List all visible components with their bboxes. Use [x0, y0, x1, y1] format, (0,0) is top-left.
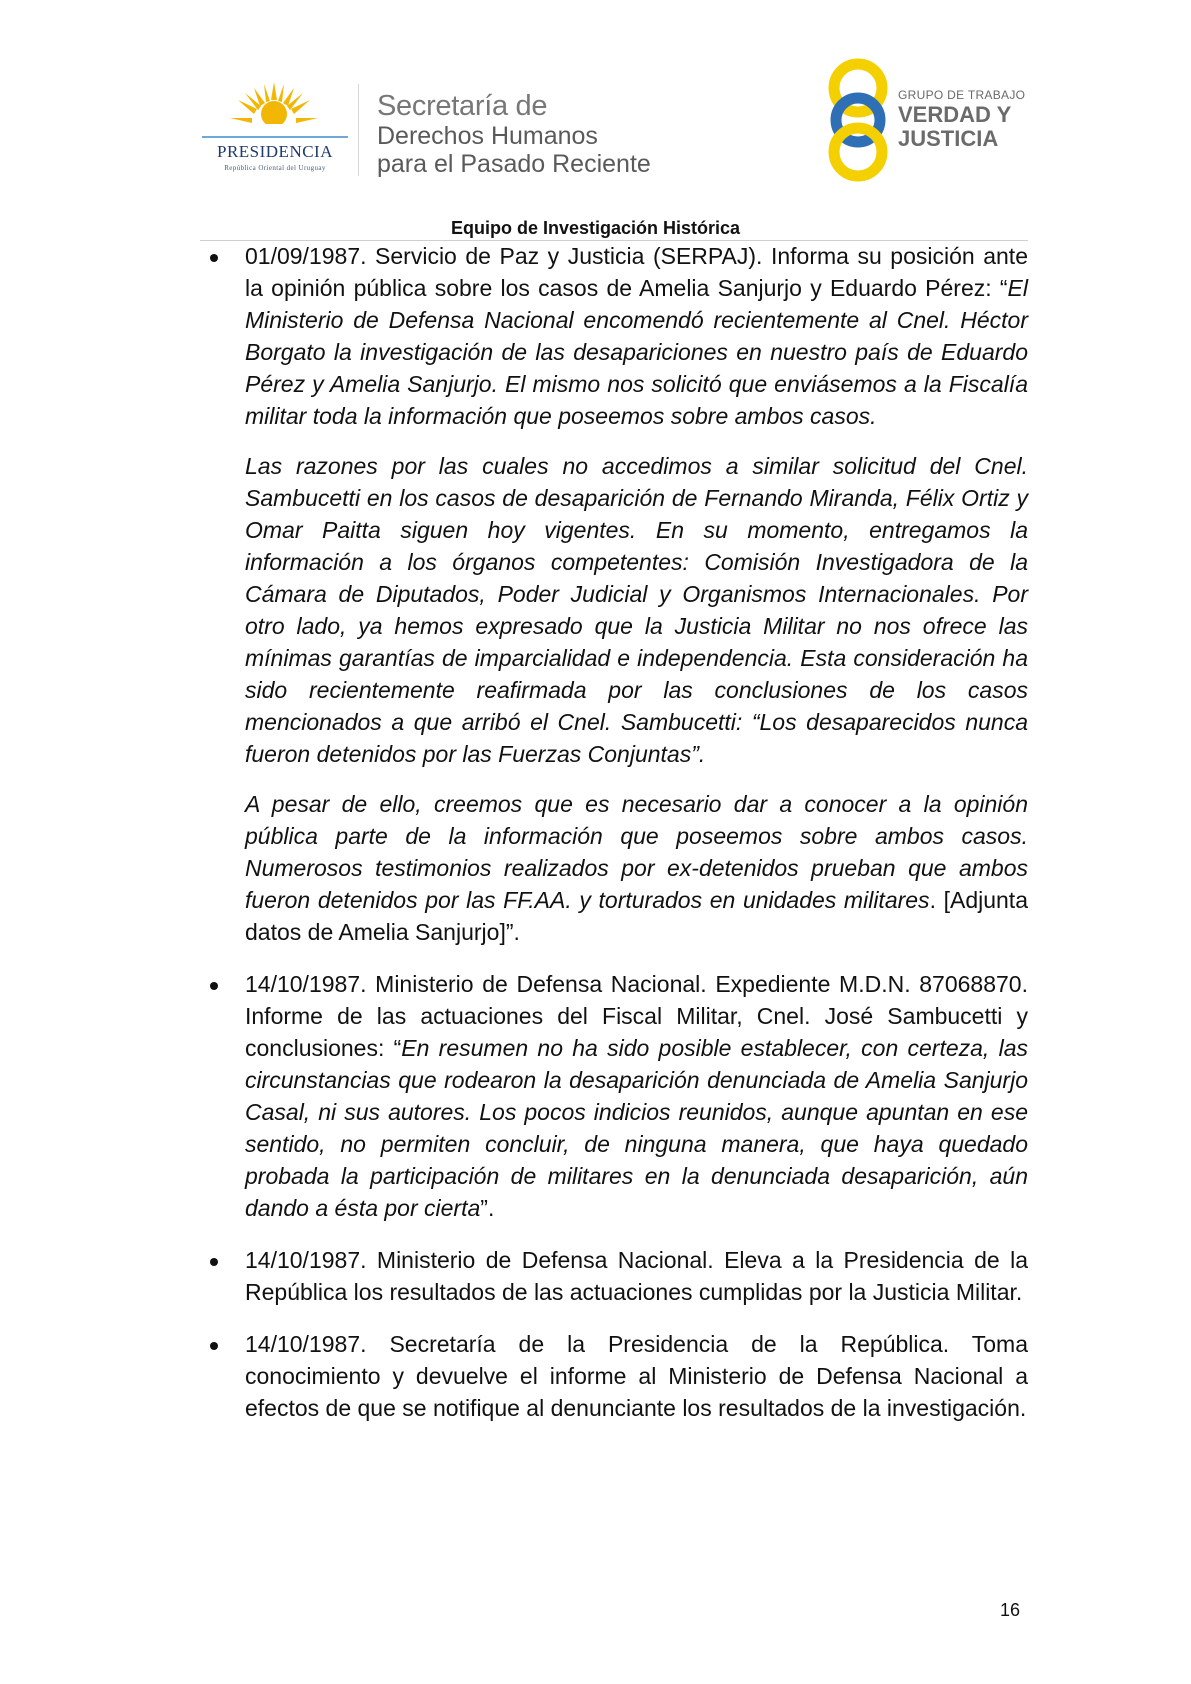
- list-item: [200, 1328, 1028, 1424]
- grupo-small-label: GRUPO DE TRABAJO: [898, 88, 1026, 102]
- grupo-title-line-2: JUSTICIA: [898, 126, 999, 151]
- grupo-title-line-1: VERDAD Y: [898, 102, 1012, 127]
- page-number: 16: [1000, 1600, 1021, 1620]
- presidencia-name: PRESIDENCIA: [216, 142, 333, 161]
- item-quote: A pesar de ello, creemos que es necesario dar a conocer a la opinión pública parte de la información que poseemos sobre ambos casos. Numerosos testimonios realizados por ex-detenidos prueban que ambos fueron detenidos por las FF.AA. y torturados en unidades militares: [245, 791, 1028, 913]
- secretaria-line-3: para el Pasado Reciente: [377, 150, 651, 178]
- item-text: . [Adjunta datos de Amelia Sanjurjo]”.: [245, 887, 1028, 945]
- presidencia-subtitle: República Oriental del Uruguay: [224, 164, 326, 172]
- list-item: [200, 240, 1028, 948]
- verdad-justicia-logo: [822, 56, 1032, 182]
- item-paragraph: 14/10/1987. Secretaría de la Presidencia de la República. Toma conocimiento y devuelve el informe al Ministerio de Defensa Nacional a efectos de que se notifique al denunciante los resultados de la investigación.: [245, 1331, 1028, 1421]
- bullet-icon: [210, 1342, 218, 1350]
- secretaria-logo-text: [377, 90, 651, 178]
- item-quote: En resumen no ha sido posible establecer, con certeza, las circunstancias que rodearon la desaparición denunciada de Amelia Sanjurjo Casal, ni sus autores. Los pocos indicios reunidos, aunque apuntan en ese sentido, no permiten concluir, de ninguna manera, que haya quedado probada la participación de militares en la denunciada desaparición, aún dando a ésta por cierta: [245, 1035, 1028, 1221]
- header-divider: [358, 84, 359, 176]
- sun-icon: [228, 80, 320, 140]
- secretaria-line-2: Derechos Humanos: [377, 122, 598, 150]
- bullet-icon: [210, 982, 218, 990]
- team-title: Equipo de Investigación Histórica: [450, 218, 741, 238]
- secretaria-line-1: Secretaría de: [377, 90, 548, 122]
- presidencia-rule: [202, 136, 348, 138]
- rings-icon: [822, 56, 894, 182]
- item-paragraph: [245, 240, 1028, 432]
- item-paragraph: [245, 788, 1028, 948]
- item-paragraph: [245, 968, 1028, 1224]
- document-body: [200, 240, 1028, 1424]
- item-quote: El Ministerio de Defensa Nacional encomendó recientemente al Cnel. Héctor Borgato la investigación de las desapariciones en nuestro país de Eduardo Pérez y Amelia Sanjurjo. El mismo nos solicitó que enviásemos a la Fiscalía militar toda la información que poseemos sobre ambos casos.: [245, 275, 1028, 429]
- presidencia-logo: [196, 80, 354, 180]
- item-text: 01/09/1987. Servicio de Paz y Justicia (SERPAJ). Informa su posición ante la opinión pública sobre los casos de Amelia Sanjurjo y Eduardo Pérez: “: [245, 243, 1028, 301]
- list-item: [200, 968, 1028, 1224]
- bullet-icon: [210, 1258, 218, 1266]
- bullet-icon: [210, 254, 218, 262]
- item-paragraph: 14/10/1987. Ministerio de Defensa Nacional. Eleva a la Presidencia de la República los resultados de las actuaciones cumplidas por la Justicia Militar.: [245, 1247, 1028, 1305]
- item-text-end: ”.: [480, 1195, 495, 1221]
- item-quote-paragraph: Las razones por las cuales no accedimos a similar solicitud del Cnel. Sambucetti en los casos de desaparición de Fernando Miranda, Félix Ortiz y Omar Paitta siguen hoy vigentes. En su momento, entregamos la información a los órganos competentes: Comisión Investigadora de la Cámara de Diputados, Poder Judicial y Organismos Internacionales. Por otro lado, ya hemos expresado que la Justicia Militar no nos ofrece las mínimas garantías de imparcialidad e independencia. Esta consideración ha sido recientemente reafirmada por las conclusiones de los casos mencionados a que arribó el Cnel. Sambucetti: “Los desaparecidos nunca fueron detenidos por las Fuerzas Conjuntas”.: [245, 453, 1028, 767]
- list-item: [200, 1244, 1028, 1308]
- item-text: 14/10/1987. Ministerio de Defensa Nacional. Expediente M.D.N. 87068870. Informe de las actuaciones del Fiscal Militar, Cnel. José Sambucetti y conclusiones: “: [245, 971, 1028, 1061]
